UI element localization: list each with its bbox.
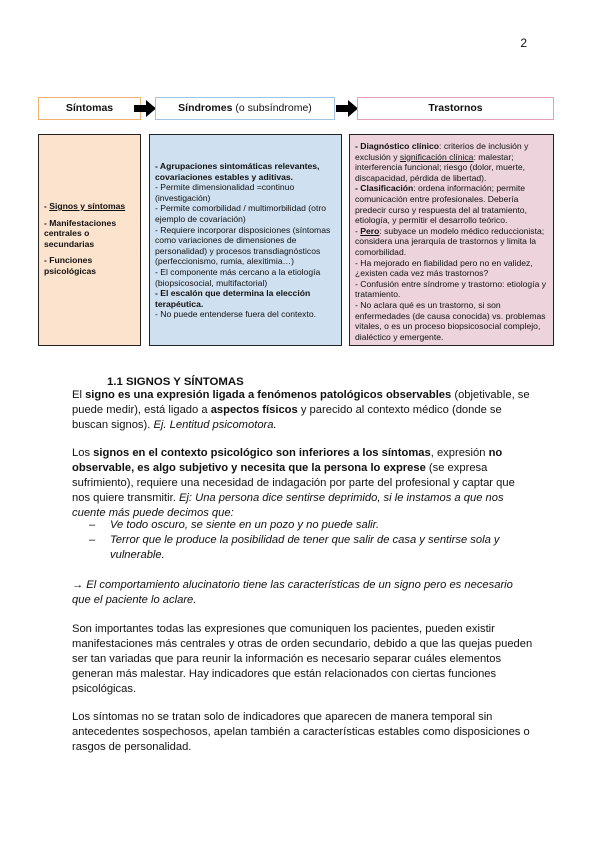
- left-item-prefix: -: [44, 201, 50, 211]
- list-dash: –: [89, 519, 96, 531]
- text: El: [72, 389, 86, 401]
- right-item-underline: Pero: [360, 225, 380, 236]
- text: , expresión: [430, 447, 489, 459]
- mid-item: - No puede entenderse fuera del contexto.: [155, 309, 317, 320]
- text: Los: [72, 447, 94, 459]
- right-item-confusion: - Confusión entre síndrome y trastorno: etiología y tratamiento.: [355, 278, 547, 300]
- right-item-text: : criterios de inclusión y exclusión y: [355, 141, 529, 162]
- text-bold: no observable, es algo subjetivo y necesita que la persona lo exprese: [72, 447, 503, 474]
- paragraph-signos-psicologico: [72, 446, 534, 521]
- right-item-text: : subyace un modelo médico reduccionista; considera una jerarquía de trastornos y limita la comorbilidad.: [355, 225, 545, 257]
- text-italic: Ej. Lentitud psicomotora.: [153, 419, 277, 431]
- header-sintomas: [38, 97, 141, 120]
- paragraph-alucinatorio: → El comportamiento alucinatorio tiene las características de un signo pero es necesario que el paciente lo aclare.: [72, 579, 513, 606]
- header-sindromes: [155, 97, 335, 120]
- header-sintomas-label: Síntomas: [65, 102, 114, 114]
- right-item-underline: significación clínica: [399, 151, 474, 162]
- mid-item: - El escalón que determina la elección terapéutica.: [155, 288, 311, 309]
- page-number: 2: [520, 36, 527, 50]
- left-item-funciones: - Funciones psicológicas: [44, 255, 97, 276]
- text-italic: Ej: Una persona dice sentirse deprimido, si le instamos a que nos cuente más puede decimos que:: [72, 492, 504, 519]
- right-item-aclara: - No aclara qué es un trastorno, si son enfermedades (de causa conocida) vs. problemas vitales, o es un proceso biopsicosocial complejo, dialéctico y emergente.: [355, 299, 546, 342]
- left-item-signos-text: Signos y síntomas: [49, 201, 126, 211]
- text-bold: signo es una expresión ligada a fenómenos patológicos observables: [85, 389, 452, 401]
- text: y parecido al contexto médico (donde se buscan signos).: [72, 404, 502, 431]
- right-item-pero: [355, 226, 549, 258]
- text: (objetivable, se puede medir), está ligado a: [72, 389, 530, 416]
- list-dash: –: [89, 534, 96, 546]
- right-item-fiabilidad: - Ha mejorado en fiabilidad pero no en validez, ¿existen cada vez más trastornos?: [355, 257, 533, 279]
- mid-item: - Permite dimensionalidad =continuo (investigación): [155, 182, 295, 203]
- left-item-signos: [44, 201, 136, 212]
- text-bold: signos en el contexto psicológico son inferiores a los síntomas: [93, 447, 431, 459]
- left-item-manifestaciones: - Manifestaciones centrales o secundarias: [44, 217, 117, 249]
- column-trastornos: [349, 134, 554, 346]
- list-item: [89, 518, 529, 533]
- header-trastornos-label: Trastornos: [428, 102, 483, 114]
- right-item-bold: - Diagnóstico clínico: [355, 141, 440, 151]
- mid-item: - Permite comorbilidad / multimorbilidad (otro ejemplo de covariación): [155, 203, 326, 224]
- mid-item: - Agrupaciones sintomáticas relevantes, covariaciones estables y aditivas.: [155, 161, 320, 182]
- right-item-bold: - Clasificación: [355, 183, 414, 194]
- header-sindromes-sub: (o subsíndrome): [232, 102, 312, 114]
- list-item-text: Terror que le produce la posibilidad de tener que salir de casa y sentirse sola y vulnerable.: [110, 534, 500, 561]
- right-item-text: -: [355, 225, 361, 236]
- examples-list: [89, 518, 529, 563]
- header-sindromes-label: Síndromes: [178, 102, 233, 114]
- text: (se expresa sufrimiento), requiere una necesidad de indagación por parte del profesional y captar que nos quiere transmitir.: [72, 462, 515, 504]
- column-sintomas: [38, 134, 141, 346]
- right-item-text: : ordena información; permite comunicación entre profesionales. Debería predecir curso y respuesta del al tratamiento, etiología, y permitir el desarrollo teórico.: [355, 183, 527, 226]
- paragraph-sintomas-estables: Los síntomas no se tratan solo de indicadores que aparecen de manera temporal sin antecedentes sospechosos, apelan también a características estables como disposiciones o rasgos de personalidad.: [72, 711, 530, 753]
- list-item: [89, 533, 529, 563]
- arrow-right-icon: [134, 100, 156, 117]
- right-item-clasificacion: [355, 183, 549, 225]
- section-title: 1.1 SIGNOS Y SÍNTOMAS: [107, 376, 244, 388]
- text-bold: aspectos físicos: [210, 404, 298, 416]
- paragraph-expresiones: Son importantes todas las expresiones que comuniquen los pacientes, pueden existir manifestaciones más centrales y otras de orden secundario, debido a que las quejas pueden ser tan variadas que para reunir la información es necesario separar cuáles elementos generan más malestar. Hay indicadores que están relacionados con ciertas funciones psicológicas.: [72, 623, 533, 695]
- mid-item: - El componente más cercano a la etiología (biopsicosocial, multifactorial): [155, 266, 321, 288]
- mid-item: - Requiere incorporar disposiciones (síntomas como variaciones de dimensiones de personalidad) y procesos transdiagnósticos (perfeccionismo, rumia, alexitimia…): [155, 224, 331, 267]
- paragraph-signo: [72, 388, 534, 433]
- list-item-text: Ve todo oscuro, se siente en un pozo y no puede salir.: [110, 519, 380, 531]
- right-item-diagnostico: [355, 141, 549, 183]
- header-trastornos: [357, 97, 554, 120]
- right-item-text: : malestar; interferencia funcional; riesgo (dolor, muerte, discapacidad, pérdida de libertad).: [355, 151, 526, 183]
- column-sindromes: [149, 134, 342, 346]
- arrow-right-icon: [336, 100, 358, 117]
